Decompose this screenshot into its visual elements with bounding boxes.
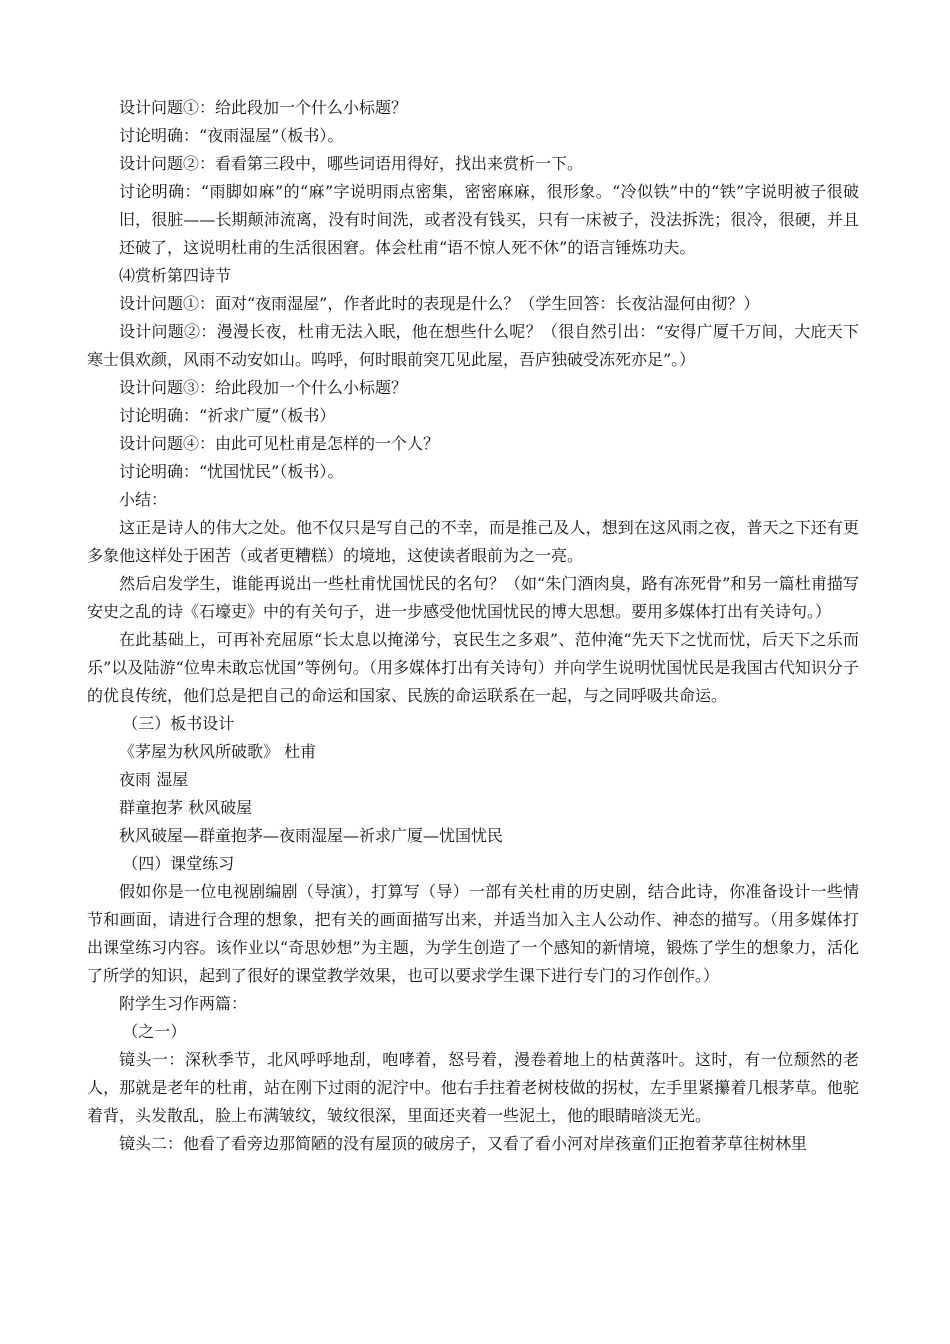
section-heading: ⑷赏析第四诗节 bbox=[119, 266, 232, 285]
paragraph: 在此基础上，可再补充屈原“长太息以掩涕兮，哀民生之多艰”、范仲淹“先天下之忧而忧，后天下之乐而乐”以及陆游“位卑未敢忘忧国”等例句。（用多媒体打出有关诗句）并向学生说明忧国忧民是我国古代知识分子的优良传统，他们总是把自己的命运和国家、民族的命运联系在一起，与之同呼吸共命运。 bbox=[87, 630, 859, 705]
paragraph: 镜头一：深秋季节，北风呼呼地刮，咆哮着，怒号着，漫卷着地上的枯黄落叶。这时，有一位颓然的老人，那就是老年的杜甫，站在刚下过雨的泥泞中。他右手拄着老树枝做的拐杖，左手里紧攥着几根茅草。他驼着背，头发散乱，脸上布满皱纹，皱纹很深，里面还夹着一些泥土，他的眼睛暗淡无光。 bbox=[87, 1050, 859, 1125]
board-title: 《茅屋为秋风所破歌》 杜甫 bbox=[119, 742, 317, 761]
board-line: 群童抱茅 秋风破屋 bbox=[119, 798, 253, 817]
paragraph: 设计问题④：由此可见杜甫是怎样的一个人？ bbox=[119, 434, 440, 453]
paragraph: 设计问题①：面对“夜雨湿屋”，作者此时的表现是什么？（学生回答：长夜沾湿何由彻？） bbox=[119, 294, 760, 313]
paragraph: 设计问题②：漫漫长夜，杜甫无法入眠，他在想些什么呢？（很自然引出：“安得广厦千万间，大庇天下寒士俱欢颜，风雨不动安如山。呜呼，何时眼前突兀见此屋，吾庐独破受冻死亦足”。） bbox=[87, 322, 859, 369]
section-heading: （四）课堂练习 bbox=[122, 854, 235, 873]
paragraph: 设计问题②：看看第三段中，哪些词语用得好，找出来赏析一下。 bbox=[119, 154, 584, 173]
board-line: 秋风破屋—群童抱茅—夜雨湿屋—祈求广厦—忧国忧民 bbox=[119, 826, 504, 845]
paragraph: 这正是诗人的伟大之处。他不仅只是写自己的不幸，而是推己及人，想到在这风雨之夜，普天之下还有更多象他这样处于困苦（或者更糟糕）的境地，这使读者眼前为之一亮。 bbox=[87, 518, 859, 565]
board-line: 夜雨 湿屋 bbox=[119, 770, 189, 789]
section-heading: （三）板书设计 bbox=[122, 714, 235, 733]
paragraph: 镜头二：他看了看旁边那简陋的没有屋顶的破房子，又看了看小河对岸孩童们正抱着茅草往树林里 bbox=[119, 1134, 808, 1153]
paragraph: 讨论明确：“夜雨湿屋”（板书）。 bbox=[119, 126, 344, 145]
paragraph-label: 小结： bbox=[119, 490, 168, 509]
paragraph-label: 附学生习作两篇： bbox=[119, 994, 248, 1013]
paragraph: 讨论明确：“忧国忧民”（板书）。 bbox=[119, 462, 344, 481]
paragraph-label: （之一） bbox=[122, 1022, 187, 1041]
paragraph bbox=[87, 178, 859, 262]
document-page bbox=[87, 94, 859, 1158]
paragraph: 讨论明确：“祈求广厦”（板书） bbox=[119, 406, 336, 425]
paragraph: 设计问题③：给此段加一个什么小标题？ bbox=[119, 378, 408, 397]
paragraph-text: 讨论明确：“雨脚如麻”的“麻”字说明雨点密集，密密麻麻，很形象。“冷似铁”中的“铁”字说明被子很破旧，很脏——长期颠沛流离，没有时间洗，或者没有钱买，只有一床被子，没法拆洗；很冷，很硬，并且还破了，这说明杜甫的生活很困窘。体会杜甫“语不惊人死不休”的语言锤炼功夫。 bbox=[119, 182, 859, 257]
paragraph: 然后启发学生，谁能再说出一些杜甫忧国忧民的名句？（如“朱门酒肉臭，路有冻死骨”和另一篇杜甫描写安史之乱的诗《石壕吏》中的有关句子，进一步感受他忧国忧民的博大思想。要用多媒体打出有关诗句。） bbox=[87, 574, 859, 621]
paragraph: 假如你是一位电视剧编剧（导演），打算写（导）一部有关杜甫的历史剧，结合此诗，你准备设计一些情节和画面，请进行合理的想象，把有关的画面描写出来，并适当加入主人公动作、神态的描写。（用多媒体打出课堂练习内容。该作业以“奇思妙想”为主题，为学生创造了一个感知的新情境，锻炼了学生的想象力，活化了所学的知识，起到了很好的课堂教学效果，也可以要求学生课下进行专门的习作创作。） bbox=[87, 882, 859, 985]
paragraph: 设计问题①：给此段加一个什么小标题？ bbox=[119, 98, 408, 117]
